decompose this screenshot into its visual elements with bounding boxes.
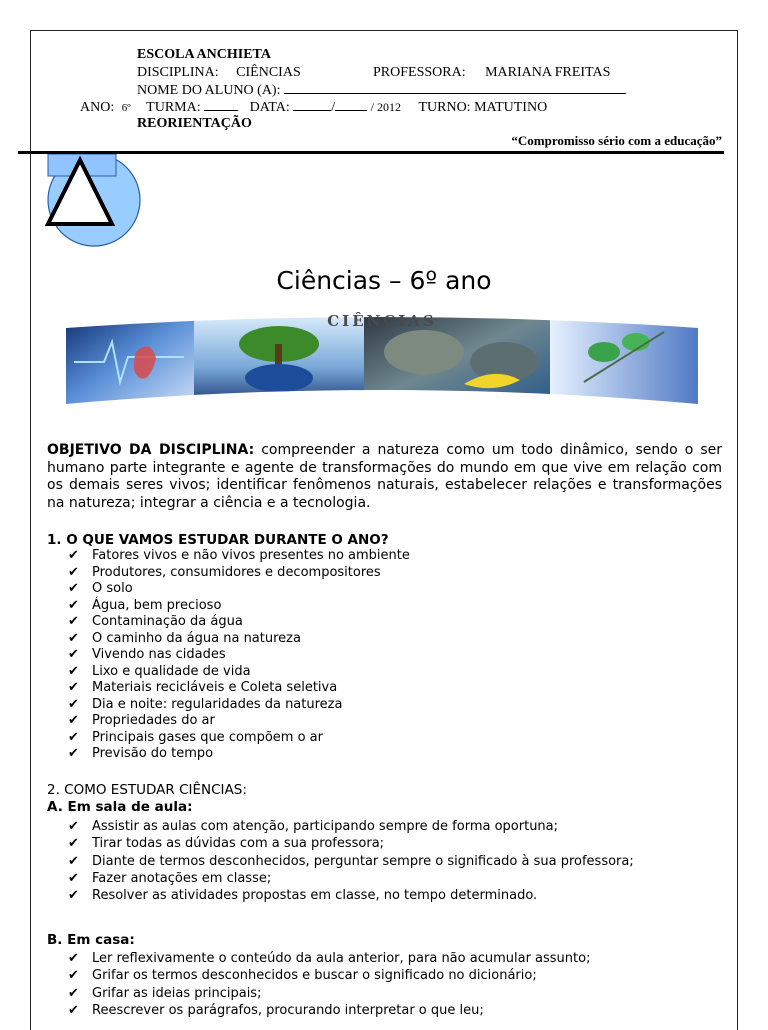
classroom-tips-list [68,818,634,904]
check-icon: ✔ [68,1002,79,1018]
banner-plant-panel [550,312,700,404]
check-icon: ✔ [68,581,79,596]
list-item [68,985,590,1002]
check-icon: ✔ [68,819,79,834]
discipline-value: CIÊNCIAS [236,65,301,80]
list-item-text: Fatores vivos e não vivos presentes no ambiente [92,548,410,563]
check-icon: ✔ [68,836,79,852]
list-item-text: Dia e noite: regularidades da natureza [92,696,343,712]
check-icon: ✔ [68,663,79,679]
list-item [68,614,410,631]
subtitle: REORIENTAÇÃO [137,116,252,131]
list-item [68,548,410,565]
list-item-text: Produtores, consumidores e decompositores [92,564,381,580]
objective-label: OBJETIVO DA DISCIPLINA: [47,442,255,458]
objective-paragraph [47,442,722,512]
date-label: DATA: [249,100,290,115]
study-topics-list [68,548,410,763]
list-item [68,697,410,714]
list-item-text: Grifar as ideias principais; [92,985,262,1001]
list-item-text: Lixo e qualidade de vida [92,663,251,679]
check-icon: ✔ [68,680,79,695]
check-icon: ✔ [68,548,79,563]
list-item [68,950,590,967]
list-item-text: Resolver as atividades propostas em classe, no tempo determinado. [92,888,538,904]
page-title: Ciências – 6º ano [276,266,492,295]
motto: “Compromisso sério com a educação” [511,133,722,148]
discipline-line [137,64,301,81]
check-icon: ✔ [68,564,79,580]
teacher-label: PROFESSORA: [373,65,466,80]
section2b-title: B. Em casa: [47,932,135,948]
list-item [68,664,410,681]
check-icon: ✔ [68,951,79,966]
list-item [68,680,410,697]
date-year: / 2012 [370,100,401,114]
list-item [68,647,410,664]
list-item [68,581,410,598]
year-label: ANO: [80,100,115,115]
check-icon: ✔ [68,597,79,613]
list-item-text: Principais gases que compõem o ar [92,729,323,745]
list-item-text: Fazer anotações em classe; [92,870,272,886]
check-icon: ✔ [68,746,79,761]
list-item [68,631,410,648]
banner-title: CIÊNCIAS [327,312,437,330]
list-item [68,746,410,763]
list-item [68,835,634,852]
list-item-text: O caminho da água na natureza [92,630,301,646]
school-name: ESCOLA ANCHIETA [137,47,271,62]
home-tips-list [68,950,590,1019]
check-icon: ✔ [68,630,79,646]
check-icon: ✔ [68,968,79,984]
list-item-text: Contaminação da água [92,614,243,629]
year-line: ANO: 6º TURMA: DATA: / / 2012 TURNO: MATUTINO [80,100,548,115]
list-item [68,565,410,582]
check-icon: ✔ [68,853,79,869]
section2a-title: A. Em sala de aula: [47,799,193,815]
list-item-text: Ler reflexivamente o conteúdo da aula anterior, para não acumular assunto; [92,951,591,966]
list-item-text: Assistir as aulas com atenção, participando sempre de forma oportuna; [92,819,559,834]
list-item [68,713,410,730]
check-icon: ✔ [68,985,79,1001]
section1-title: 1. O QUE VAMOS ESTUDAR DURANTE O ANO? [47,532,389,548]
teacher-line [373,64,610,81]
list-item [68,1002,590,1019]
check-icon: ✔ [68,713,79,728]
teacher-value: MARIANA FREITAS [485,65,611,80]
check-icon: ✔ [68,888,79,904]
list-item [68,818,634,835]
list-item [68,598,410,615]
science-banner [64,312,700,404]
shift-label: TURNO: [418,100,471,115]
list-item-text: Materiais recicláveis e Coleta seletiva [92,680,338,695]
class-label: TURMA: [146,100,201,115]
list-item [68,853,634,870]
list-item-text: Vivendo nas cidades [92,647,226,662]
list-item-text: Tirar todas as dúvidas com a sua professora; [92,836,385,852]
check-icon: ✔ [68,696,79,712]
list-item-text: Diante de termos desconhecidos, perguntar sempre o significado à sua professora; [92,853,634,869]
student-line [137,81,626,99]
list-item-text: Grifar os termos desconhecidos e buscar o significado no dicionário; [92,968,537,984]
list-item-text: Previsão do tempo [92,746,214,761]
school-logo [44,154,144,250]
section2-title: 2. COMO ESTUDAR CIÊNCIAS: [47,782,247,798]
list-item-text: Água, bem precioso [92,597,222,613]
student-label: NOME DO ALUNO (A): [137,83,281,98]
list-item [68,887,634,904]
list-item-text: O solo [92,581,133,596]
date-day-field[interactable] [293,98,331,111]
list-item [68,967,590,984]
discipline-label: DISCIPLINA: [137,65,219,80]
date-month-field[interactable] [335,98,367,111]
list-item-text: Reescrever os parágrafos, procurando interpretar o que leu; [92,1002,484,1018]
student-name-field[interactable] [284,81,626,94]
check-icon: ✔ [68,647,79,662]
year-value: 6º [121,102,131,114]
list-item-text: Propriedades do ar [92,713,215,728]
class-field[interactable] [204,98,238,111]
list-item [68,730,410,747]
check-icon: ✔ [68,729,79,745]
check-icon: ✔ [68,870,79,886]
check-icon: ✔ [68,614,79,629]
shift-value: MATUTINO [474,100,548,115]
list-item [68,870,634,887]
objective-text: compreender a natureza como um todo dinâmico, sendo o ser humano parte integrante e agente de transformações do mundo em que vive em relação com os demais seres vivos; identificar fenômenos naturais, estabelecer relações e transformações na natureza; integrar a ciência e a tecnologia. [47,442,723,511]
